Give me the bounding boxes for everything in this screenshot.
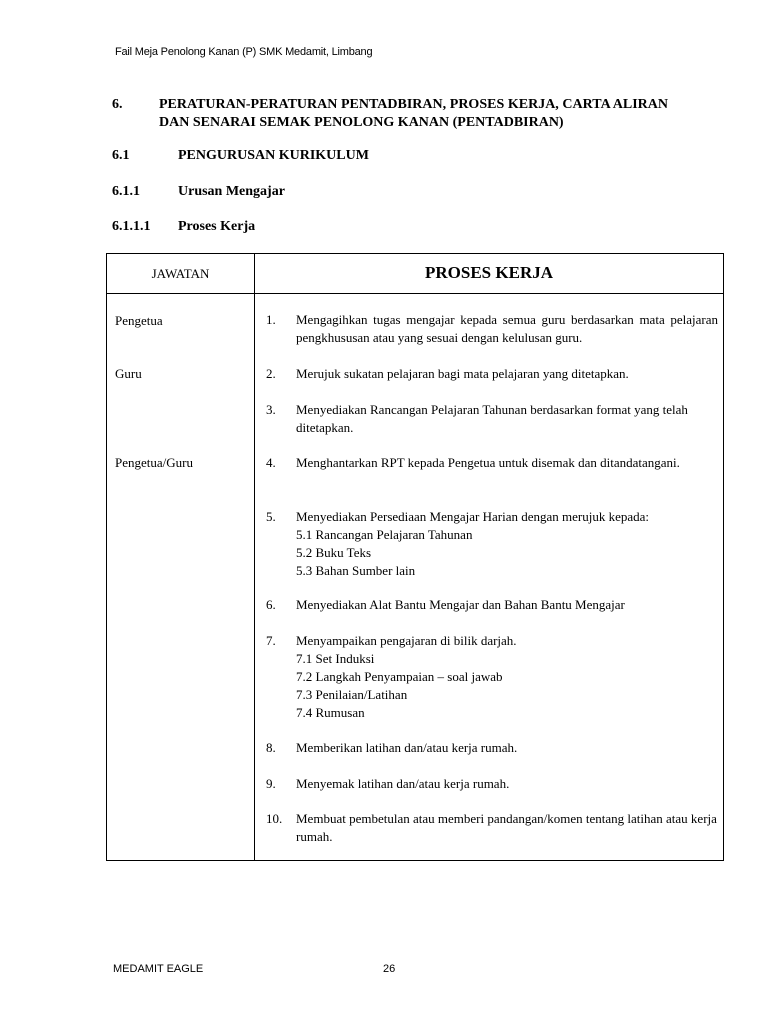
header-divider <box>107 293 723 294</box>
step-number: 6. <box>266 597 276 612</box>
process-step-6 <box>266 596 718 614</box>
sub-step: 7.1 Set Induksi <box>296 651 375 666</box>
process-step-7 <box>266 632 718 722</box>
sub-step: 7.4 Rumusan <box>296 705 365 720</box>
role-guru: Guru <box>115 366 142 381</box>
step-text: Menyemak latihan dan/atau kerja rumah. <box>296 776 510 791</box>
step-number: 8. <box>266 740 276 755</box>
process-step-5 <box>266 508 718 580</box>
process-step-4 <box>266 454 718 472</box>
step-number: 3. <box>266 402 276 417</box>
step-text: Menyampaikan pengajaran di bilik darjah. <box>296 633 517 648</box>
process-step-9 <box>266 775 718 793</box>
step-text: Menyediakan Alat Bantu Mengajar dan Bahan Bantu Mengajar <box>296 597 625 612</box>
step-number: 2. <box>266 366 276 381</box>
section-heading-6 <box>112 96 668 132</box>
section-title: Urusan Mengajar <box>178 184 285 199</box>
section-number: 6.1.1 <box>112 184 140 199</box>
section-number: 6. <box>112 97 123 112</box>
step-number: 1. <box>266 312 276 327</box>
process-step-2 <box>266 365 718 383</box>
section-title: PERATURAN-PERATURAN PENTADBIRAN, PROSES KERJA, CARTA ALIRAN DAN SENARAI SEMAK PENOLONG KANAN (PENTADBIRAN) <box>159 97 668 130</box>
process-step-3 <box>266 401 718 437</box>
step-text: Menyediakan Rancangan Pelajaran Tahunan berdasarkan format yang telah ditetapkan. <box>296 402 688 435</box>
page-number: 26 <box>383 963 396 975</box>
section-title: Proses Kerja <box>178 219 256 234</box>
step-number: 10. <box>266 811 283 826</box>
step-number: 4. <box>266 455 276 470</box>
step-text: Membuat pembetulan atau memberi pandangan/komen tentang latihan atau kerja rumah. <box>296 811 717 844</box>
step-number: 7. <box>266 633 276 648</box>
step-text: Mengagihkan tugas mengajar kepada semua guru berdasarkan mata pelajaran pengkhususan atau yang sesuai dengan kelulusan guru. <box>296 312 718 345</box>
step-text: Merujuk sukatan pelajaran bagi mata pelajaran yang ditetapkan. <box>296 366 629 381</box>
step-text: Menghantarkan RPT kepada Pengetua untuk disemak dan ditandatangani. <box>296 455 680 470</box>
footer-school-name: MEDAMIT EAGLE <box>113 963 204 975</box>
process-step-8 <box>266 739 718 757</box>
process-step-1 <box>266 311 718 347</box>
sub-step: 7.2 Langkah Penyampaian – soal jawab <box>296 669 503 684</box>
sub-step: 7.3 Penilaian/Latihan <box>296 687 408 702</box>
step-number: 9. <box>266 776 276 791</box>
process-step-10 <box>266 810 718 846</box>
role-pengetua: Pengetua <box>115 313 163 328</box>
step-text: Memberikan latihan dan/atau kerja rumah. <box>296 740 518 755</box>
section-title: PENGURUSAN KURIKULUM <box>178 148 369 163</box>
step-number: 5. <box>266 509 276 524</box>
sub-step: 5.2 Buku Teks <box>296 545 372 560</box>
header-proses-kerja: PROSES KERJA <box>425 263 553 282</box>
sub-step: 5.1 Rancangan Pelajaran Tahunan <box>296 527 473 542</box>
process-table <box>106 253 724 861</box>
role-pengetua-guru: Pengetua/Guru <box>115 455 193 470</box>
running-header: Fail Meja Penolong Kanan (P) SMK Medamit, Limbang <box>115 46 373 58</box>
column-divider <box>254 254 255 860</box>
section-number: 6.1.1.1 <box>112 219 151 234</box>
step-text: Menyediakan Persediaan Mengajar Harian dengan merujuk kepada: <box>296 509 650 524</box>
header-jawatan: JAWATAN <box>151 266 210 281</box>
sub-step: 5.3 Bahan Sumber lain <box>296 563 416 578</box>
section-number: 6.1 <box>112 148 130 163</box>
